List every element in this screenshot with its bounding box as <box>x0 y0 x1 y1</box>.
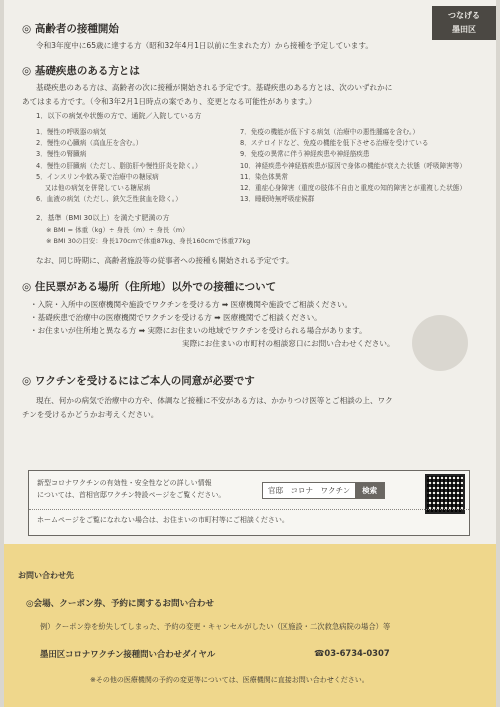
condition-item: 6．血液の病気（ただし、鉄欠乏性貧血を除く。） <box>36 195 182 204</box>
contact-section <box>4 544 496 707</box>
condition-item: 又は他の病気を併発している糖尿病 <box>36 184 151 193</box>
condition-item: 8．ステロイドなど、免疫の機能を低下させる治療を受けている <box>240 139 429 148</box>
section-underlying <box>22 64 482 124</box>
underlying-note <box>22 254 482 268</box>
sumida-logo-badge: つなげる 墨田区 <box>432 6 496 40</box>
official-info-box <box>28 470 470 536</box>
section-consent <box>22 374 482 421</box>
divider <box>29 509 469 510</box>
qr-code-icon[interactable] <box>425 474 465 514</box>
bmi-formula: ※ BMI = 体重（kg）÷ 身長（m）÷ 身長（m） <box>46 225 189 234</box>
search-button[interactable]: 検索 <box>355 483 384 498</box>
condition-item: 9．免疫の異常に伴う神経疾患や神経筋疾患 <box>240 150 370 159</box>
dial-name: 墨田区コロナワクチン接種問い合わせダイヤル <box>40 649 216 659</box>
section-title-consent: ◎ ワクチンを受けるにはご本人の同意が必要です <box>22 375 255 387</box>
section-title-underlying: ◎ 基礎疾患のある方とは <box>22 65 140 77</box>
info-footnote: ホームページをご覧になれない場合は、お住まいの市町村等にご相談ください。 <box>37 516 289 524</box>
condition-item: 3．慢性の腎臓病 <box>36 150 87 159</box>
contact-example: 例）クーポン券を紛失してしまった、予約の変更・キャンセルがしたい（区施設・二次救急病院の場合）等 <box>40 622 391 631</box>
condition-item: 2．慢性の心臓病（高血圧を含む。） <box>36 139 143 148</box>
search-box[interactable] <box>262 482 385 499</box>
contact-header: お問い合わせ先 <box>18 571 74 580</box>
residence-bullet-3-cont: 実際にお住まいの市町村の相談窓口にお問い合わせください。 <box>182 339 395 348</box>
condition-item: 5．インスリンや飲み薬で治療中の糖尿病 <box>36 172 159 181</box>
condition-list-left <box>36 127 251 205</box>
bmi-example: ※ BMI 30の目安：身長170cmで体重87kg、身長160cmで体重77kg <box>46 237 251 245</box>
bmi-title: 2．基準（BMI 30以上）を満たす肥満の方 <box>36 214 170 222</box>
condition-item: 10．神経疾患や神経筋疾患が原因で身体の機能が衰えた状態（呼吸障害等） <box>240 161 466 170</box>
underlying-text-1: 基礎疾患のある方は、高齢者の次に接種が開始される予定です。基礎疾患のある方とは、次のいずれかに <box>36 83 393 92</box>
residence-bullet-1: ・入院・入所中の医療機関や施設でワクチンを受ける方 ➡ 医療機関や施設でご相談ください。 <box>30 300 353 309</box>
search-keywords: 官邸 コロナ ワクチン <box>268 486 351 495</box>
condition-list-right <box>240 127 490 205</box>
underlying-lead: 1．以下の病気や状態の方で、通院／入院している方 <box>36 112 202 120</box>
condition-item: 1．慢性の呼吸器の病気 <box>36 128 107 136</box>
underlying-text-2: あてはまる方です。（令和3年2月1日時点の案であり、変更となる可能性があります。） <box>22 96 317 106</box>
condition-item: 7．免疫の機能が低下する病気（治療中の悪性腫瘍を含む。） <box>240 128 419 136</box>
phone-number[interactable]: ☎03-6734-0307 <box>314 648 390 658</box>
section-text-elderly: 令和3年度中に65歳に達する方（昭和32年4月1日以前に生まれた方）から接種を予定しています。 <box>36 41 373 50</box>
condition-item: 4．慢性の肝臓病（ただし、脂肪肝や慢性肝炎を除く。） <box>36 161 202 170</box>
condition-item: 13．睡眠時無呼吸症候群 <box>240 195 315 204</box>
section-title-residence: ◎ 住民票がある場所（住所地）以外での接種について <box>22 281 277 293</box>
residence-bullet-3: ・お住まいが住所地と異なる方 ➡ 実際にお住まいの地域でワクチンを受けられる場合があります。 <box>30 326 367 335</box>
section-title-elderly: ◎ 高齢者の接種開始 <box>22 23 119 35</box>
residence-bullet-2: ・基礎疾患で治療中の医療機関でワクチンを受ける方 ➡ 医療機関でご相談ください。 <box>30 313 322 322</box>
info-text: 新型コロナワクチンの有効性・安全性などの詳しい情報 については、首相官邸ワクチン特設ページをご覧ください。 <box>37 479 226 499</box>
flyer-page <box>4 0 496 707</box>
condition-item: 12．重症心身障害（重度の肢体不自由と重度の知的障害とが重複した状態） <box>240 184 466 193</box>
contact-note: ※その他の医療機関の予約の変更等については、医療機関に直接お問い合わせください。 <box>90 676 369 684</box>
section-residence <box>22 280 482 350</box>
contact-subheader: ◎会場、クーポン券、予約に関するお問い合わせ <box>26 599 214 609</box>
consent-text-1: 現在、何かの病気で治療中の方や、体調など接種に不安がある方は、かかりつけ医等とご相談の上、ワク <box>36 396 393 405</box>
bmi-criteria <box>36 213 250 248</box>
underlying-text-3: なお、同じ時期に、高齢者施設等の従事者への接種も開始される予定です。 <box>36 256 294 265</box>
consent-text-2: チンを受けるかどうかお考えください。 <box>22 409 159 419</box>
condition-item: 11．染色体異常 <box>240 172 288 181</box>
section-elderly <box>22 22 482 53</box>
